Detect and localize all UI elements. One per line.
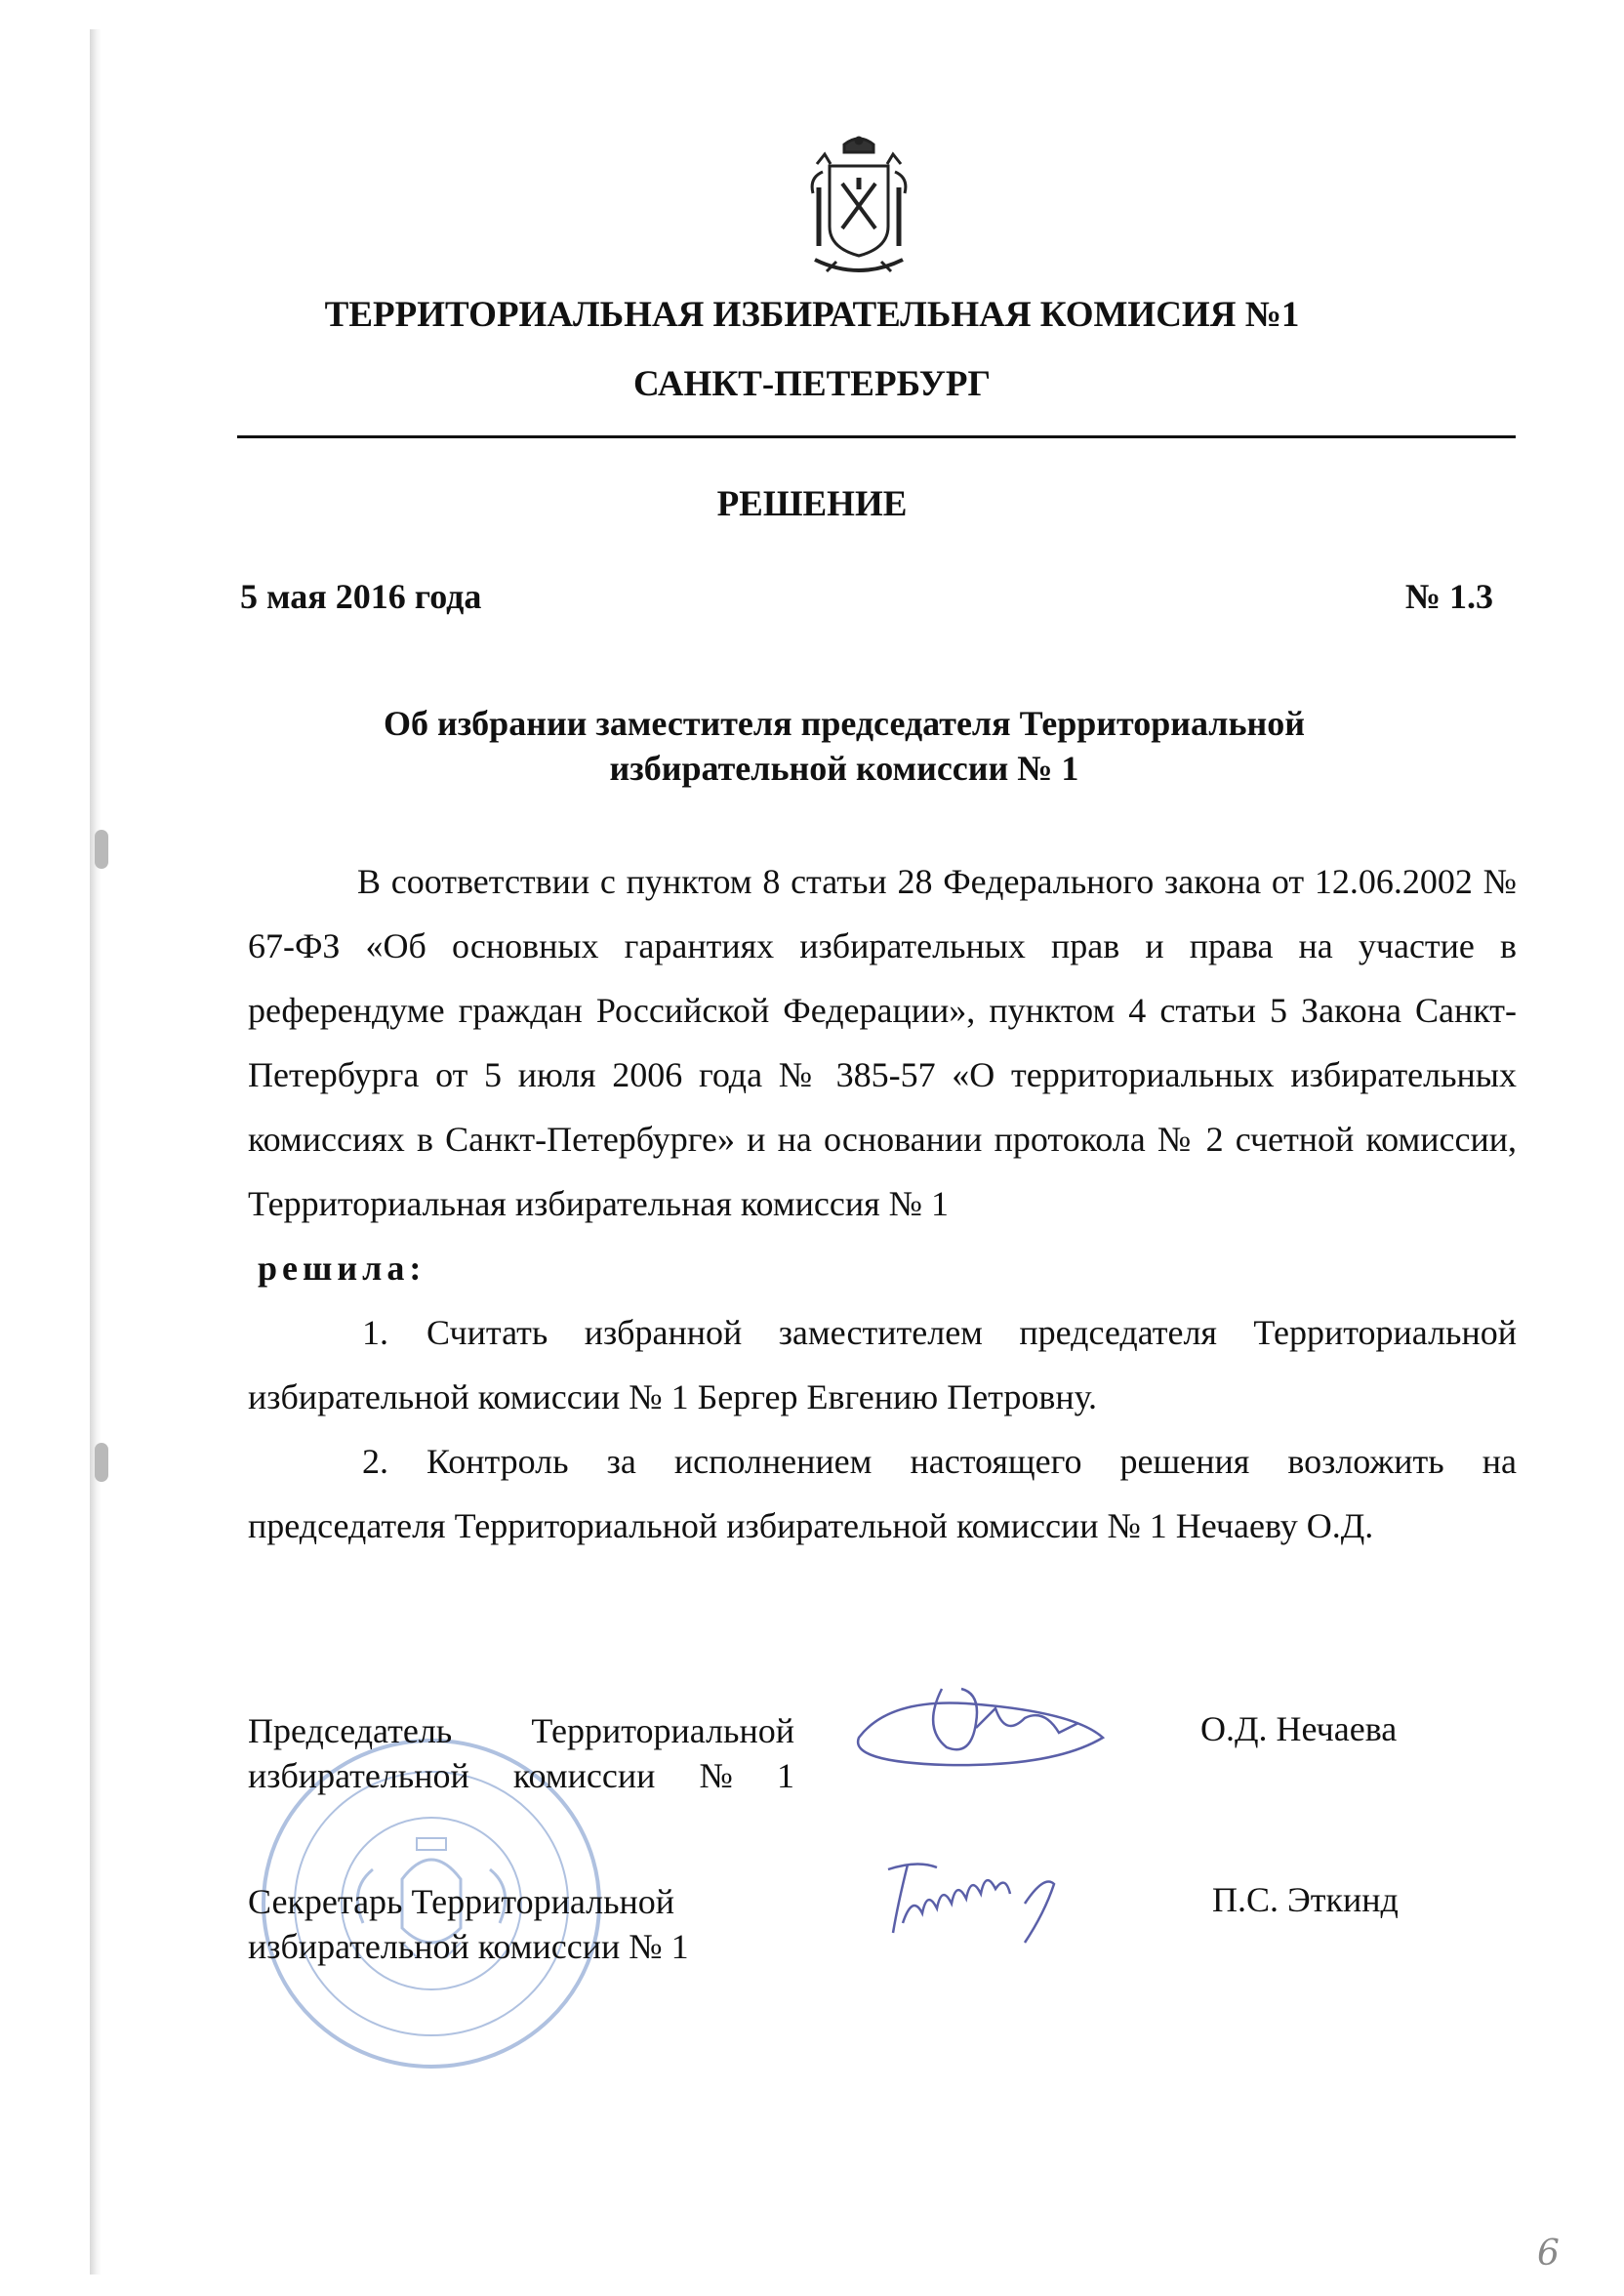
chair-signature — [849, 1684, 1113, 1777]
chair-title — [248, 1708, 794, 1798]
page-number: 6 — [1537, 2234, 1560, 2274]
secretary-title — [248, 1879, 689, 1969]
chair-title-word: комиссии — [512, 1756, 656, 1795]
chair-title-word: 1 — [777, 1756, 794, 1795]
header-divider — [237, 435, 1516, 438]
city-name: САНКТ-ПЕТЕРБУРГ — [632, 364, 992, 404]
item-text: Считать избранной заместителем председателя Территориальной избирательной комиссии № 1 Бергер Евгению Петровну. — [248, 1313, 1517, 1416]
decision-item — [248, 1300, 1517, 1429]
secretary-name: П.С. Эткинд — [1212, 1880, 1399, 1919]
item-number: 1. — [362, 1313, 388, 1352]
binder-hole — [95, 1443, 108, 1482]
subject-line: избирательной комиссии № 1 — [609, 749, 1079, 788]
decided-heading: решила: — [258, 1249, 426, 1288]
subject-line: Об избрании заместителя председателя Территориальной — [383, 704, 1306, 743]
chair-name: О.Д. Нечаева — [1200, 1709, 1398, 1748]
chair-title-word: Председатель — [248, 1711, 453, 1750]
secretary-title-line: Секретарь Территориальной — [248, 1882, 675, 1921]
chair-title-word: Территориальной — [531, 1711, 794, 1750]
secretary-title-line: избирательной комиссии № 1 — [248, 1927, 689, 1966]
decision-item — [248, 1429, 1517, 1558]
document-body — [248, 849, 1517, 1558]
chair-title-word: избирательной — [248, 1756, 469, 1795]
document-subject — [293, 701, 1396, 791]
coat-of-arms-icon — [805, 135, 913, 283]
binder-hole — [95, 830, 108, 869]
document-number: № 1.3 — [1404, 577, 1493, 616]
document-date: 5 мая 2016 года — [240, 577, 482, 616]
document-type: РЕШЕНИЕ — [716, 484, 908, 524]
item-number: 2. — [362, 1442, 388, 1481]
secretary-signature — [878, 1845, 1074, 1952]
item-text: Контроль за исполнением настоящего решения возложить на председателя Территориальной избирательной комиссии № 1 Нечаеву О.Д. — [248, 1442, 1517, 1545]
preamble: В соответствии с пунктом 8 статьи 28 Федерального закона от 12.06.2002 № 67-ФЗ «Об основных гарантиях избирательных прав и права на участие в референдуме граждан Российской Федерации», пунктом 4 статьи 5 Закона Санкт-Петербурга от 5 июля 2006 года № 385-57 «О территориальных избирательных комиссиях в Санкт-Петербурге» и на основании протокола № 2 счетной комиссии, Территориальная избирательная комиссия № 1 — [248, 862, 1517, 1223]
chair-title-word: № — [699, 1756, 733, 1795]
organization-name: ТЕРРИТОРИАЛЬНАЯ ИЗБИРАТЕЛЬНАЯ КОМИСИЯ №1 — [324, 295, 1300, 335]
